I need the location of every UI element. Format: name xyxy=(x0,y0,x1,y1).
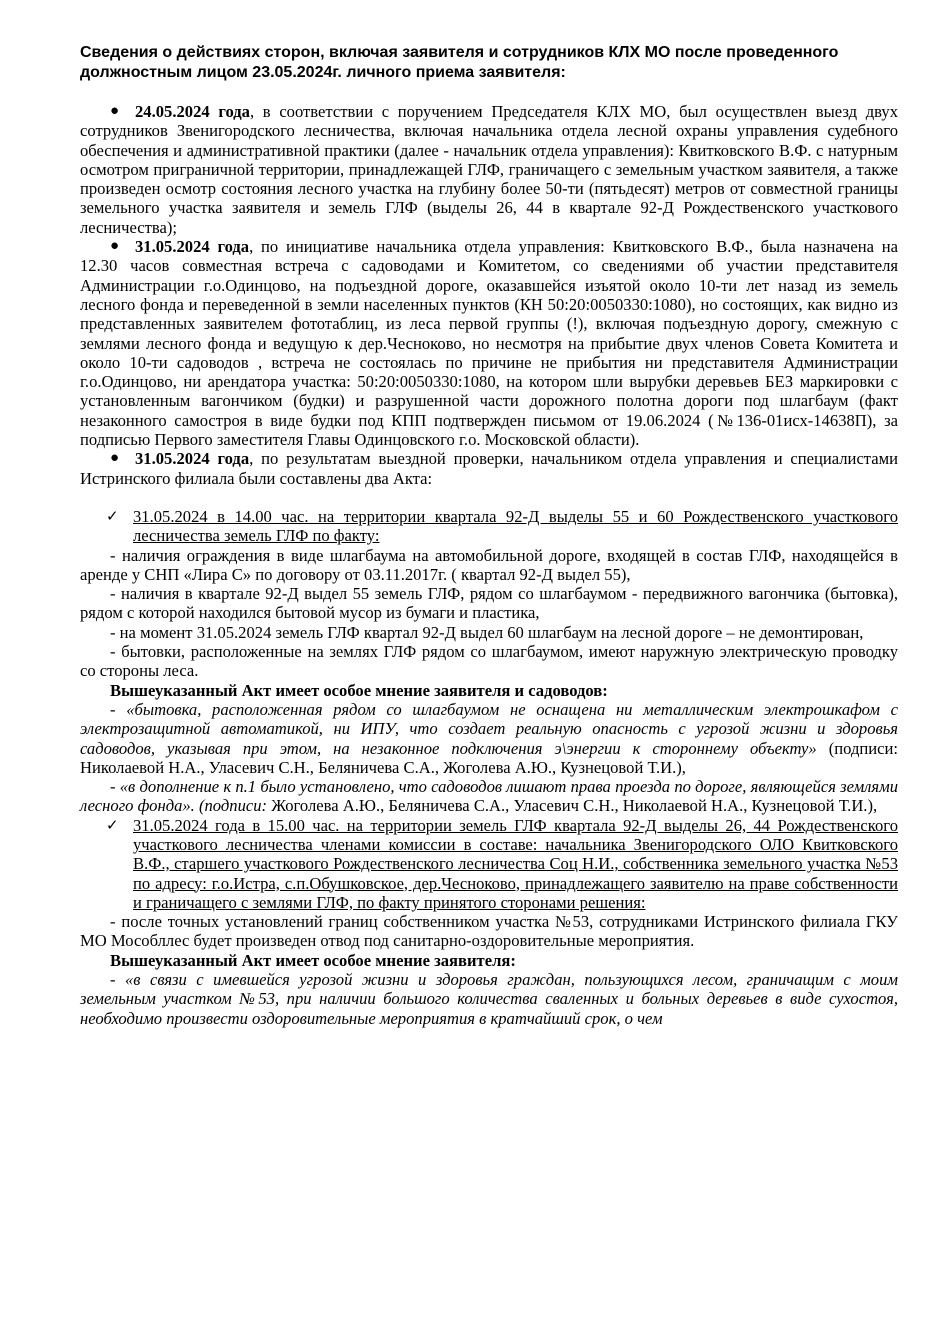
act-1-opinion-heading: Вышеуказанный Акт имеет особое мнение заявителя и садоводов: xyxy=(110,680,608,700)
checkmark-icon: ✓ xyxy=(106,815,119,834)
bullet-paragraph-2 xyxy=(80,237,898,449)
act-2-opinion-heading: Вышеуказанный Акт имеет особое мнение заявителя: xyxy=(110,950,516,970)
act-1-item: - на момент 31.05.2024 земель ГЛФ квартал 92-Д выдел 60 шлагбаум на лесной дороге – не демонтирован, xyxy=(110,622,864,642)
bullet-dot-icon: ● xyxy=(110,238,120,255)
act-1-opinion-1: - «бытовка, расположенная рядом со шлагбаумом не оснащена ни металлическим электрошкафом с электрозащитной автоматикой, ни ИПУ, что создает реальную опасность с угрозой жизни и здоровья садоводов, указывая при этом, на незаконное подключения э\энергии к стороннему объекту» (подписи: Николаевой Н.А., Уласевич С.Н., Беляничева С.А., Жоголева А.Ю., Кузнецовой Т.И.), xyxy=(80,699,899,777)
document-heading: Сведения о действиях сторон, включая заявителя и сотрудников КЛХ МО после проведенного должностным лицом 23.05.2024г. личного приема заявителя: xyxy=(80,44,839,81)
bullet-date: 31.05.2024 года xyxy=(135,237,250,257)
act-1-title: ✓ 31.05.2024 в 14.00 час. на территории квартала 92-Д выделы 55 и 60 Рождественского участкового лесничества земель ГЛФ по факту: xyxy=(106,506,898,546)
bullet-dot-icon: ● xyxy=(110,103,120,119)
bullet-paragraph-3 xyxy=(80,449,898,488)
act-1-item: - наличия ограждения в виде шлагбаума на автомобильной дороге, входящей в состав ГЛФ, находящейся в аренде у СНП «Лира С» по договору от 03.11.2017г. ( квартал 92-Д выдел 55), xyxy=(80,545,898,584)
spacer xyxy=(80,488,898,507)
act-2-item: - после точных установлений границ собственником участка №53, сотрудниками Истринского филиала ГКУ МО Мособллес будет произведен отвод под санитарно-оздоровительные мероприятия. xyxy=(80,912,898,951)
checkmark-icon: ✓ xyxy=(106,506,119,525)
act-1-item: - бытовки, расположенные на землях ГЛФ рядом со шлагбаумом, имеют наружную электрическую проводку со стороны леса. xyxy=(80,642,898,681)
bullet-date: 24.05.2024 года xyxy=(135,102,250,121)
act-2-title: ✓ 31.05.2024 года в 15.00 час. на территории земель ГЛФ квартала 92-Д выделы 26, 44 Рождественского участкового лесничества членами комиссии в составе: начальника Звенигородского ОЛО Квитковского В.Ф., старшего участкового Рождественского лесничества Соц Н.И., собственника земельного участка №53 по адресу: г.о.Истра, с.п.Обушковское, дер.Чесноково, принадлежащего заявителю на праве собственности и граничащего с землями ГЛФ, по факту принятого сторонами решения: xyxy=(106,815,898,912)
act-1-opinion-2: - «в дополнение к п.1 было установлено, что садоводов лишают права проезда по дороге, являющейся землями лесного фонда». (подписи: Жоголева А.Ю., Беляничева С.А., Уласевич С.Н., Николаевой Н.А., Кузнецовой Т.И.), xyxy=(80,777,898,816)
bullet-text: , по результатам выездной проверки, начальником отдела управления и специалистами Истринского филиала были составлены два Акта: xyxy=(80,449,899,488)
bullet-dot-icon: ● xyxy=(110,450,120,467)
bullet-date: 31.05.2024 года xyxy=(135,449,250,469)
bullet-text: , в соответствии с поручением Председателя КЛХ МО, был осуществлен выезд двух сотрудников Звенигородского лесничества, включая начальника отдела лесной охраны управления судебного обеспечения и административной практики (далее - начальник отдела управления): Квитковского В.Ф. с натурным осмотром приграничной территории, принадлежащей ГЛФ, граничащего с земельным участком заявителя, а также произведен осмотр состояния лесного участка на глубину более 50-ти (пятьдесят) метров от совместной границы земельного участка заявителя и земель ГЛФ (выделы 26, 44 в квартале 92-Д Рождественского участкового лесничества); xyxy=(80,102,898,237)
act-1-item: - наличия в квартале 92-Д выдел 55 земель ГЛФ, рядом со шлагбаумом - передвижного вагончика (бытовка), рядом с которой находился бытовой мусор из бумаги и пластика, xyxy=(80,584,898,623)
bullet-text: , по инициативе начальника отдела управления: Квитковского В.Ф., была назначена на 12.30 часов совместная встреча с садоводами и Комитетом, со сведениями об участии представителя Администрации г.о.Одинцово, на подъездной дороге, оказавшейся изъятой около 10-ти лет назад из земель лесного фонда и переведенной в земли населенных пунктов (КН 50:20:0050330:1080), но состоящих, как видно из представленных заявителем фототаблиц, из леса первой группы (!), включая подъездную дорогу, смежную с землями лесного фонда и ведущую к дер.Чесноково, но несмотря на прибытие двух членов Совета Комитета и около 10-ти садоводов , встреча не состоялась по причине не прибытия ни представителя Администрации г.о.Одинцово, ни арендатора участка: 50:20:0050330:1080, на котором шли вырубки деревьев БЕЗ маркировки с установленным вагончиком (будки) и разрушенной части дорожного полотна дороги под шлагбаум (факт незаконного самостроя в виде будки под КПП подтвержден письмом от 19.06.2024 (№136-01исх-14638П), за подписью Первого заместителя Главы Одинцовского г.о. Московской области). xyxy=(80,237,899,450)
act-2-opinion: - «в связи с имевшейся угрозой жизни и здоровья граждан, пользующихся лесом, граничащим с моим земельным участком №53, при наличии большого количества сваленных и больных деревьев в виде сухостоя, необходимо произвести оздоровительные мероприятия в кратчайший срок, о чем xyxy=(80,970,898,1028)
bullet-paragraph-1 xyxy=(80,102,898,237)
